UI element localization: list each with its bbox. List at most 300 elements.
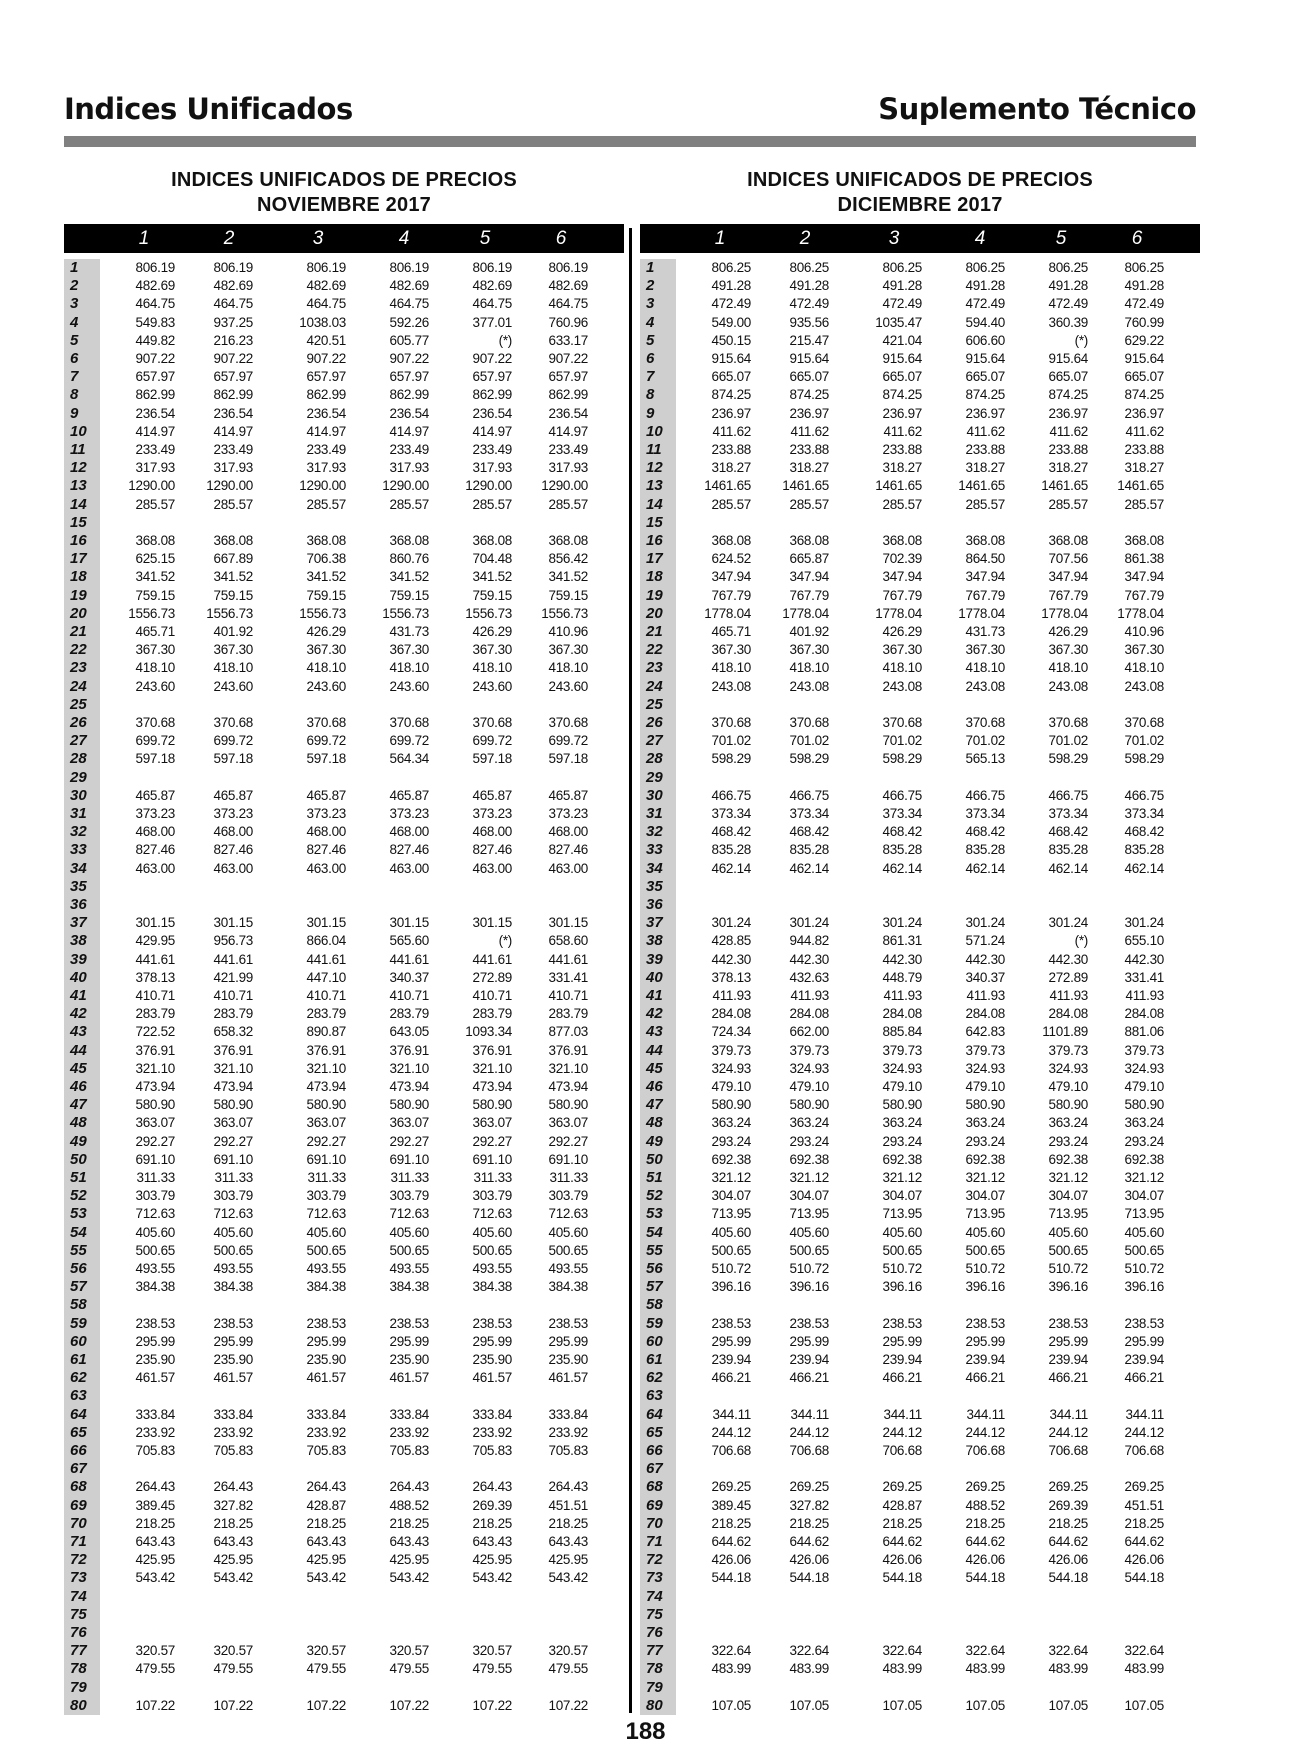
index-value: 272.89: [472, 969, 512, 985]
index-value: 461.57: [548, 1370, 588, 1386]
row-number: 57: [646, 1278, 663, 1296]
index-value: 233.49: [389, 442, 429, 457]
index-value: 333.84: [548, 1406, 588, 1422]
index-value: 107.05: [789, 1697, 829, 1713]
table-row: [64, 1187, 624, 1205]
table-row: [64, 1551, 624, 1569]
row-number: 64: [646, 1405, 663, 1423]
row-number: 40: [646, 968, 663, 986]
index-value: 414.97: [389, 423, 429, 439]
table-row: [64, 1042, 624, 1060]
index-value: 862.99: [472, 387, 512, 403]
index-value: 864.50: [965, 551, 1005, 567]
index-value: 483.99: [711, 1661, 751, 1677]
index-value: 451.51: [1124, 1497, 1164, 1513]
index-value: 425.95: [472, 1552, 512, 1568]
index-value: 479.55: [213, 1661, 253, 1677]
index-value: 759.15: [472, 587, 512, 603]
table-row: [640, 896, 1200, 914]
row-number: 13: [70, 477, 87, 495]
index-value: 712.63: [548, 1206, 588, 1222]
index-value: (*): [1074, 332, 1088, 348]
index-value: 426.06: [711, 1552, 751, 1568]
index-value: 324.93: [711, 1060, 751, 1076]
index-value: 321.10: [472, 1060, 512, 1076]
index-value: 580.90: [472, 1097, 512, 1113]
index-value: 107.22: [213, 1697, 253, 1713]
index-value: 465.87: [389, 787, 429, 803]
index-value: 448.79: [882, 969, 922, 985]
index-value: 244.12: [965, 1424, 1005, 1440]
index-value: 691.10: [472, 1151, 512, 1167]
index-value: 665.07: [882, 369, 922, 385]
index-value: 284.08: [1048, 1006, 1088, 1022]
index-value: 218.25: [1124, 1515, 1164, 1531]
index-value: 428.87: [882, 1497, 922, 1513]
index-value: 510.72: [1048, 1261, 1088, 1276]
table-row: [640, 532, 1200, 550]
table-row: [640, 714, 1200, 732]
table-row: [64, 1424, 624, 1442]
index-value: 418.10: [213, 660, 253, 676]
row-number: 77: [646, 1642, 663, 1660]
table-row: [640, 332, 1200, 350]
index-value: 500.65: [1124, 1242, 1164, 1258]
index-value: 466.21: [711, 1370, 751, 1386]
index-value: 442.30: [711, 951, 751, 967]
column-label-2: 2: [223, 228, 235, 249]
index-value: 283.79: [135, 1006, 175, 1022]
index-value: 389.45: [135, 1497, 175, 1513]
index-value: 321.10: [389, 1060, 429, 1076]
index-value: 473.94: [306, 1079, 346, 1094]
index-value: 483.99: [1124, 1661, 1164, 1677]
index-value: 285.57: [711, 496, 751, 512]
row-number: 67: [646, 1460, 663, 1478]
row-number: 68: [70, 1478, 87, 1496]
index-value: 449.82: [135, 332, 175, 348]
index-value: 493.55: [548, 1261, 588, 1276]
panel-title: [640, 168, 1200, 224]
index-value: 760.99: [1124, 314, 1164, 330]
index-value: 411.62: [1125, 423, 1164, 439]
index-value: 340.37: [965, 969, 1005, 985]
table-row: [64, 678, 624, 696]
index-value: 363.07: [389, 1115, 429, 1131]
row-number: 30: [646, 786, 663, 804]
index-value: 264.43: [548, 1479, 588, 1495]
index-value: 862.99: [306, 387, 346, 403]
table-row: [640, 1060, 1200, 1078]
index-value: 411.62: [790, 423, 829, 439]
index-value: 510.72: [882, 1261, 922, 1276]
index-value: 384.38: [135, 1279, 175, 1295]
row-number: 5: [70, 331, 79, 349]
index-value: 218.25: [135, 1515, 175, 1531]
row-number: 40: [70, 968, 87, 986]
index-value: 379.73: [965, 1042, 1005, 1058]
index-value: 915.64: [1048, 351, 1088, 366]
index-value: 461.57: [135, 1370, 175, 1386]
index-value: 322.64: [789, 1643, 829, 1659]
index-value: 363.24: [882, 1115, 922, 1131]
index-value: 463.00: [213, 860, 253, 876]
index-value: 450.15: [711, 332, 751, 348]
index-value: 107.05: [882, 1697, 922, 1713]
index-value: 405.60: [882, 1224, 922, 1240]
index-value: 367.30: [306, 642, 346, 658]
index-value: 466.75: [965, 787, 1005, 803]
index-value: 344.11: [966, 1406, 1005, 1422]
index-value: 759.15: [135, 587, 175, 603]
index-value: 665.07: [965, 369, 1005, 385]
table-row: [64, 623, 624, 641]
index-value: 464.75: [389, 296, 429, 312]
row-number: 9: [70, 404, 79, 422]
index-value: 285.57: [389, 496, 429, 512]
index-value: 384.38: [472, 1279, 512, 1295]
index-value: 461.57: [213, 1370, 253, 1386]
index-value: 462.14: [711, 860, 751, 876]
index-value: 915.64: [711, 351, 751, 366]
index-value: 301.24: [882, 915, 922, 931]
index-value: 293.24: [711, 1133, 751, 1149]
index-value: 890.87: [306, 1024, 346, 1040]
index-value: 239.94: [711, 1352, 751, 1367]
index-value: 379.73: [1048, 1042, 1088, 1058]
index-value: 236.54: [135, 405, 175, 421]
index-value: 500.65: [389, 1242, 429, 1258]
table-row: [640, 386, 1200, 404]
index-value: 701.02: [965, 733, 1005, 749]
row-number: 5: [646, 331, 655, 349]
index-value: 643.43: [548, 1534, 588, 1549]
index-value: 303.79: [548, 1188, 588, 1204]
index-value: 482.69: [135, 278, 175, 294]
column-label-6: 6: [555, 228, 567, 249]
table-row: [640, 805, 1200, 823]
index-value: 284.08: [711, 1006, 751, 1022]
index-value: 483.99: [789, 1661, 829, 1677]
table-row: [640, 823, 1200, 841]
index-value: 311.33: [473, 1170, 512, 1185]
index-value: 333.84: [472, 1406, 512, 1422]
index-value: 479.10: [789, 1079, 829, 1094]
row-number: 36: [646, 896, 663, 913]
table-row: [640, 987, 1200, 1005]
index-value: 269.39: [1048, 1497, 1088, 1513]
index-value: 324.93: [789, 1060, 829, 1076]
index-value: 544.18: [965, 1570, 1005, 1586]
index-value: 466.21: [1124, 1370, 1164, 1386]
index-value: 301.15: [306, 915, 346, 931]
index-value: 320.57: [389, 1643, 429, 1659]
row-number: 79: [70, 1678, 87, 1696]
index-value: 441.61: [213, 951, 253, 967]
index-value: 479.10: [1048, 1079, 1088, 1094]
index-value: 597.18: [548, 751, 588, 767]
index-value: 461.57: [472, 1370, 512, 1386]
index-value: 874.25: [965, 387, 1005, 403]
table-row: [64, 769, 624, 787]
index-value: 376.91: [306, 1042, 346, 1058]
index-value: 479.10: [882, 1079, 922, 1094]
table-row: [64, 1369, 624, 1387]
row-number: 7: [70, 368, 79, 386]
index-value: 827.46: [389, 842, 429, 858]
row-number: 66: [70, 1442, 87, 1459]
index-value: 442.30: [1124, 951, 1164, 967]
row-number: 74: [646, 1587, 663, 1605]
index-value: 657.97: [135, 369, 175, 385]
index-value: 692.38: [965, 1151, 1005, 1167]
index-value: 565.13: [965, 751, 1005, 767]
index-value: 236.97: [882, 405, 922, 421]
table-row: [64, 1460, 624, 1478]
row-number: 15: [646, 513, 663, 531]
index-value: 410.71: [389, 988, 429, 1003]
index-value: 428.85: [711, 933, 751, 949]
panel-title-line1: INDICES UNIFICADOS DE PRECIOS: [747, 169, 1093, 191]
table-row: [640, 769, 1200, 787]
index-value: 238.53: [548, 1315, 588, 1331]
index-value: 107.22: [135, 1697, 175, 1713]
table-row: [64, 805, 624, 823]
index-value: 107.22: [548, 1697, 588, 1713]
row-number: 78: [70, 1660, 87, 1678]
table-row: [64, 1497, 624, 1515]
index-value: 368.08: [789, 533, 829, 548]
index-value: 367.30: [548, 642, 588, 658]
index-value: 491.28: [965, 278, 1005, 294]
table-row: [64, 550, 624, 568]
index-value: 692.38: [882, 1151, 922, 1167]
index-value: 401.92: [789, 624, 829, 639]
index-value: 643.05: [389, 1024, 429, 1040]
index-value: 301.15: [389, 915, 429, 931]
index-value: 644.62: [882, 1534, 922, 1549]
index-value: 806.19: [306, 260, 346, 275]
index-value: 341.52: [548, 569, 588, 585]
index-value: 907.22: [306, 351, 346, 366]
index-value: 463.00: [472, 860, 512, 876]
row-number: 43: [70, 1023, 87, 1041]
index-value: 705.83: [548, 1443, 588, 1458]
index-value: 405.60: [1124, 1224, 1164, 1240]
table-row: [640, 1697, 1200, 1715]
index-value: 318.27: [789, 460, 829, 476]
row-number: 3: [646, 295, 655, 313]
row-number: 54: [646, 1223, 663, 1241]
index-value: 304.07: [1124, 1188, 1164, 1204]
index-value: 488.52: [965, 1497, 1005, 1513]
index-value: 426.06: [789, 1552, 829, 1568]
index-value: 441.61: [389, 951, 429, 967]
index-value: 428.87: [306, 1497, 346, 1513]
table-row: [64, 1606, 624, 1624]
row-number: 11: [70, 441, 86, 458]
index-value: 295.99: [1124, 1333, 1164, 1349]
table-row: [640, 1096, 1200, 1114]
index-value: 341.52: [306, 569, 346, 585]
table-row: [640, 496, 1200, 514]
index-value: 691.10: [389, 1151, 429, 1167]
index-value: 441.61: [548, 951, 588, 967]
index-value: 295.99: [389, 1333, 429, 1349]
index-value: 466.21: [882, 1370, 922, 1386]
index-value: 238.53: [306, 1315, 346, 1331]
index-value: 304.07: [789, 1188, 829, 1204]
index-value: 272.89: [1048, 969, 1088, 985]
table-row: [64, 587, 624, 605]
index-value: 410.71: [135, 988, 175, 1003]
index-value: 712.63: [306, 1206, 346, 1222]
index-value: 295.99: [213, 1333, 253, 1349]
index-value: 465.87: [306, 787, 346, 803]
index-value: 322.64: [882, 1643, 922, 1659]
index-value: 580.90: [389, 1097, 429, 1113]
index-value: 500.65: [213, 1242, 253, 1258]
index-value: 862.99: [389, 387, 429, 403]
index-value: 699.72: [389, 733, 429, 749]
row-number: 55: [646, 1241, 663, 1259]
row-number: 45: [70, 1059, 87, 1077]
index-value: 835.28: [965, 842, 1005, 858]
index-value: 311.33: [136, 1170, 175, 1185]
row-number: 76: [646, 1624, 663, 1641]
index-value: 238.53: [1048, 1315, 1088, 1331]
index-value: 293.24: [882, 1133, 922, 1149]
column-label-2: 2: [799, 228, 811, 249]
index-value: 367.30: [135, 642, 175, 658]
index-value: 264.43: [472, 1479, 512, 1495]
index-value: 405.60: [472, 1224, 512, 1240]
row-number: 21: [646, 623, 663, 640]
header-rule: [64, 136, 1196, 147]
table-row: [640, 841, 1200, 859]
panel-title-line2: NOVIEMBRE 2017: [257, 194, 431, 216]
index-value: 373.34: [789, 806, 829, 821]
index-value: 907.22: [548, 351, 588, 366]
index-value: 321.10: [135, 1060, 175, 1076]
index-value: 861.31: [882, 933, 922, 949]
table-row: [640, 641, 1200, 659]
index-value: 667.89: [213, 551, 253, 567]
index-value: 301.24: [965, 915, 1005, 931]
index-value: 806.25: [1048, 260, 1088, 275]
index-value: 235.90: [213, 1352, 253, 1367]
row-number: 48: [646, 1114, 663, 1132]
index-value: 283.79: [472, 1006, 512, 1022]
index-value: 235.90: [472, 1352, 512, 1367]
index-value: 233.49: [135, 442, 175, 457]
table-row: [640, 1551, 1200, 1569]
index-value: 1556.73: [541, 605, 588, 621]
table-row: [640, 1660, 1200, 1678]
index-value: 835.28: [1124, 842, 1164, 858]
table-row: [64, 1096, 624, 1114]
table-row: [640, 568, 1200, 586]
index-value: 468.00: [389, 824, 429, 840]
row-number: 59: [646, 1314, 663, 1332]
index-value: 317.93: [306, 460, 346, 476]
row-number: 64: [70, 1405, 87, 1423]
index-value: 482.69: [472, 278, 512, 294]
table-row: [640, 1169, 1200, 1187]
index-value: 238.53: [213, 1315, 253, 1331]
table-row: [640, 1387, 1200, 1405]
index-value: 473.94: [389, 1079, 429, 1094]
index-value: 468.42: [711, 824, 751, 840]
table-row: [640, 1460, 1200, 1478]
index-value: 466.75: [789, 787, 829, 803]
row-number: 65: [70, 1423, 87, 1441]
index-value: 565.60: [389, 933, 429, 949]
index-value: 410.96: [548, 624, 588, 639]
index-value: 236.54: [472, 405, 512, 421]
index-value: 564.34: [389, 751, 429, 767]
table-row: [64, 1060, 624, 1078]
index-value: 544.18: [1124, 1570, 1164, 1586]
index-value: 426.06: [1048, 1552, 1088, 1568]
table-row: [64, 532, 624, 550]
index-value: 479.10: [965, 1079, 1005, 1094]
index-value: 368.08: [1124, 533, 1164, 548]
index-value: 466.75: [711, 787, 751, 803]
index-value: 835.28: [1048, 842, 1088, 858]
row-number: 29: [646, 768, 663, 786]
index-value: 463.00: [135, 860, 175, 876]
index-value: 418.10: [789, 660, 829, 676]
index-value: 295.99: [306, 1333, 346, 1349]
index-value: 500.65: [548, 1242, 588, 1258]
row-number: 41: [70, 987, 87, 1004]
index-value: 347.94: [789, 569, 829, 585]
index-value: 107.22: [472, 1697, 512, 1713]
index-value: 370.68: [306, 715, 346, 730]
panel-title: [64, 168, 624, 224]
index-value: 643.43: [389, 1534, 429, 1549]
table-row: [64, 1260, 624, 1278]
index-value: 665.07: [711, 369, 751, 385]
index-value: 368.08: [135, 533, 175, 548]
index-value: 462.14: [1048, 860, 1088, 876]
row-number: 6: [646, 350, 655, 367]
index-value: 657.97: [306, 369, 346, 385]
index-value: 233.88: [711, 442, 751, 457]
index-value: 347.94: [965, 569, 1005, 585]
row-number: 39: [70, 950, 87, 968]
index-value: 713.95: [789, 1206, 829, 1222]
row-number: 32: [646, 823, 663, 841]
index-value: 405.60: [789, 1224, 829, 1240]
table-row: [640, 1515, 1200, 1533]
index-value: 468.00: [472, 824, 512, 840]
index-value: 363.24: [965, 1115, 1005, 1131]
index-value: 644.62: [965, 1534, 1005, 1549]
index-value: 233.92: [472, 1424, 512, 1440]
index-value: 269.25: [711, 1479, 751, 1495]
index-value: 571.24: [965, 933, 1005, 949]
table-row: [640, 277, 1200, 295]
index-value: 425.95: [306, 1552, 346, 1568]
index-value: 835.28: [789, 842, 829, 858]
index-value: 665.87: [789, 551, 829, 567]
table-row: [64, 1660, 624, 1678]
index-value: 426.29: [882, 624, 922, 639]
index-value: 691.10: [548, 1151, 588, 1167]
index-value: 236.97: [965, 405, 1005, 421]
